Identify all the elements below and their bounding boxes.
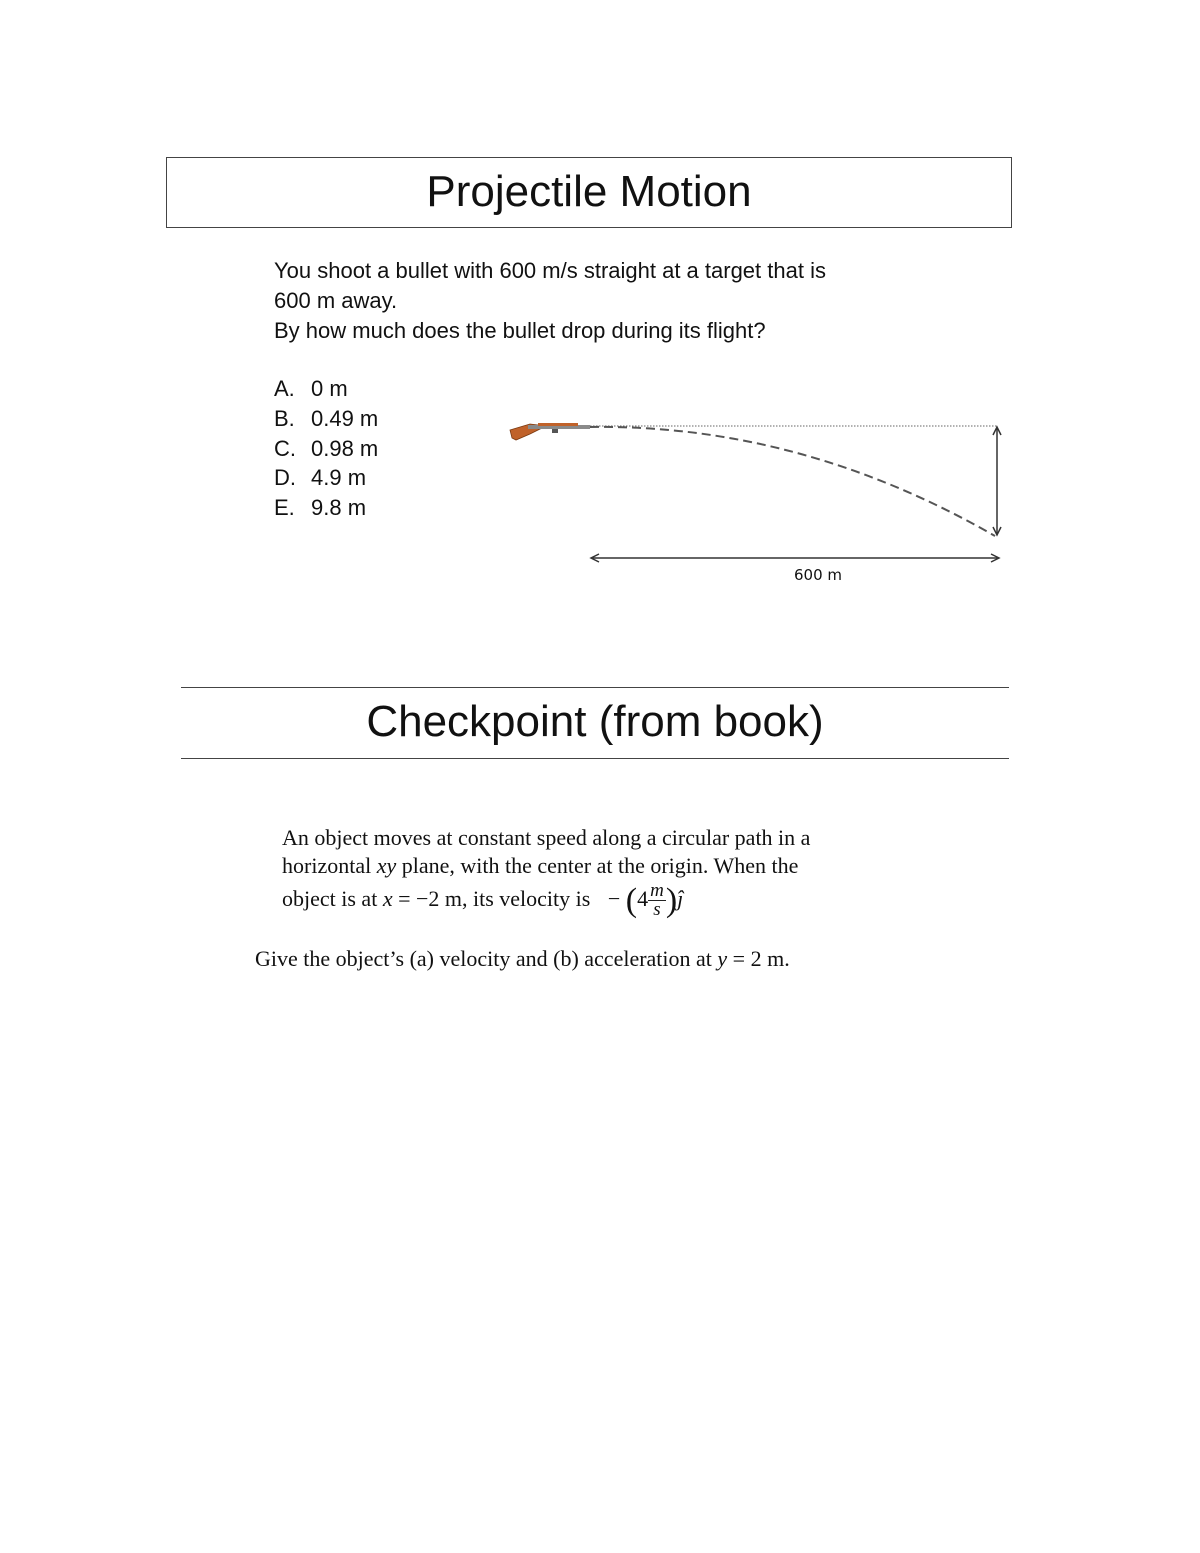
distance-label: 600 m bbox=[793, 566, 843, 584]
section-title-checkpoint: Checkpoint (from book) bbox=[366, 697, 824, 746]
trajectory-curve bbox=[590, 427, 995, 536]
unit-fraction bbox=[648, 882, 666, 919]
question-line-3: By how much does the bullet drop during its flight? bbox=[274, 318, 766, 343]
option-text: 4.9 m bbox=[311, 465, 367, 490]
text: = −2 m, its velocity is bbox=[392, 886, 591, 911]
problem-question bbox=[255, 944, 790, 974]
rule-bottom bbox=[181, 758, 1009, 759]
fraction-numerator: m bbox=[650, 880, 664, 902]
option-letter: C. bbox=[274, 436, 296, 461]
question-line-1: You shoot a bullet with 600 m/s straight at a target that is bbox=[274, 258, 826, 283]
question-line-2: 600 m away. bbox=[274, 288, 398, 313]
option-text: 0.98 m bbox=[311, 436, 379, 461]
option-letter: D. bbox=[274, 465, 296, 490]
bullet-drop-diagram bbox=[500, 410, 1010, 590]
option-e bbox=[274, 493, 366, 523]
variable: x bbox=[382, 886, 393, 911]
unit-vector: ĵ bbox=[677, 886, 684, 911]
option-c bbox=[274, 434, 378, 464]
problem-line-3 bbox=[282, 874, 683, 924]
variable: y bbox=[717, 946, 728, 971]
text: object is at bbox=[282, 886, 383, 911]
open-paren: ( bbox=[625, 881, 638, 919]
option-d bbox=[274, 463, 366, 493]
problem-line-1: An object moves at constant speed along a circular path in a bbox=[282, 825, 811, 850]
option-b bbox=[274, 404, 378, 434]
option-text: 0 m bbox=[311, 376, 348, 401]
text: = 2 m. bbox=[727, 946, 790, 971]
fraction-denominator: s bbox=[653, 899, 661, 921]
option-letter: B. bbox=[274, 406, 295, 431]
distance-arrow bbox=[591, 554, 999, 562]
text: plane, with the center at the origin. When the bbox=[396, 853, 799, 878]
option-a bbox=[274, 374, 348, 404]
rifle-icon bbox=[510, 423, 590, 440]
text: Give the object’s (a) velocity and (b) acceleration at bbox=[255, 946, 718, 971]
option-text: 9.8 m bbox=[311, 495, 367, 520]
variable: xy bbox=[376, 853, 397, 878]
option-text: 0.49 m bbox=[311, 406, 379, 431]
text: horizontal bbox=[282, 853, 377, 878]
coefficient: 4 bbox=[637, 886, 649, 911]
section-title-projectile-motion: Projectile Motion bbox=[426, 167, 752, 216]
option-letter: E. bbox=[274, 495, 295, 520]
drop-arrow bbox=[993, 427, 1001, 535]
rule-top bbox=[181, 687, 1009, 688]
velocity-expression bbox=[607, 880, 684, 921]
minus-sign: − bbox=[607, 886, 621, 911]
option-letter: A. bbox=[274, 376, 295, 401]
close-paren: ) bbox=[665, 881, 678, 919]
